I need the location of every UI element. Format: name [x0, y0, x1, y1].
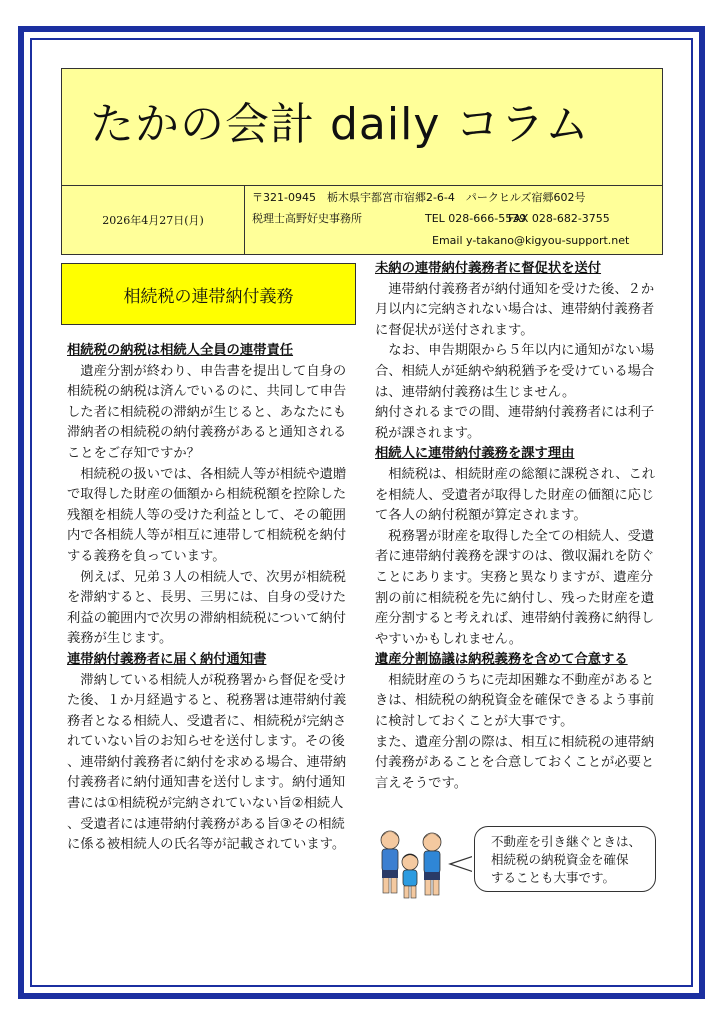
- paragraph: 遺産分割が終わり、申告書を提出して自身の相続税の納税は済んでいるのに、共同して申告した者に相続税の滞納が生じると、あなたにも滞納者の相続税の納付義務があると通知されることをご存知ですか？: [67, 363, 347, 461]
- topic-box: [61, 263, 356, 325]
- family-illustration-icon: [372, 826, 472, 906]
- section-heading: 相続税の納税は相続人全員の連帯責任: [67, 343, 294, 358]
- bubble-line: 相続税の納税資金を確保: [491, 852, 629, 867]
- page-title: たかの会計 daily コラム: [90, 99, 590, 150]
- right-column: [375, 259, 663, 794]
- paragraph: 滞納している相続人が税務署から督促を受けた後、１か月経過すると、税務署は連帯納付義務者となる相続人、受遺者に、相続税が完納されていない旨のお知らせを送付します。その後、連帯納付義務者に納付を求める場合、連帯納付義務者に納付通知書を送付します。納付通知書には①相続税が完納されていない旨②相続人、受遺者には連帯納付義務がある旨③その相続に係る被相続人の氏名等が記載されています。: [67, 672, 347, 853]
- paragraph: なお、申告期限から５年以内に通知がない場合、相続人が延納や納税猶予を受けている場合は、連帯納付義務は生じません。: [375, 343, 655, 400]
- section-heading: 遺産分割協議は納税義務を含めて合意する: [375, 652, 628, 668]
- paragraph: 納付されるまでの間、連帯納付義務者には利子税が課されます。: [375, 405, 655, 441]
- office-address: 〒321-0945 栃木県宇都宮市宿郷2-6-4 パークヒルズ宿郷602号: [252, 191, 586, 204]
- paragraph: 相続税の扱いでは、各相続人等が相続や遺贈で取得した財産の価額から相続税額を控除した残額を相続人等の受けた利益として、その範囲内で各相続人等が相互に連帯して相続税を納付する義務を負っています。: [67, 466, 347, 564]
- office-tel: TEL 028-666-5539: [425, 212, 527, 225]
- paragraph: 例えば、兄弟３人の相続人で、次男が相続税を滞納すると、長男、三男には、自身の受けた利益の範囲内で次男の滞納相続税について納付義務が生じます。: [67, 569, 347, 647]
- office-name: 税理士高野好史事務所: [252, 212, 362, 225]
- bubble-line: 不動産を引き継ぐときは、: [491, 834, 642, 849]
- info-divider: [244, 186, 245, 254]
- office-fax: FAX 028-682-3755: [508, 212, 610, 225]
- paragraph: 連帯納付義務者が納付通知を受けた後、２か月以内に完納されない場合は、連帯納付義務者に督促状が送付されます。: [375, 281, 655, 338]
- section-heading: 未納の連帯納付義務者に督促状を送付: [375, 261, 602, 276]
- info-bar: [61, 185, 663, 255]
- header-box: [61, 68, 663, 186]
- bubble-line: することも大事です。: [491, 870, 616, 885]
- paragraph: 相続財産のうちに売却困難な不動産があるときは、相続税の納税資金を確保できるよう事前に検討しておくことが大事です。: [375, 672, 655, 730]
- paragraph: 税務署が財産を取得した全ての相続人、受遺者に連帯納付義務を課すのは、徴収漏れを防ぐことにあります。実務と異なりますが、遺産分割の前に相続税を先に納付し、残った財産を遺産分割すると考えれば、連帯納付義務に納得しやすいかもしれません。: [375, 528, 655, 647]
- paragraph: また、遺産分割の際は、相互に相続税の連帯納付義務があることを合意しておくことが必要と言えそうです。: [375, 734, 655, 791]
- speech-bubble: [474, 826, 656, 892]
- paragraph: 相続税は、相続財産の総額に課税され、これを相続人、受遺者が取得した財産の価額に応じて各人の納付税額が算定されます。: [375, 466, 656, 524]
- left-column: [67, 341, 350, 856]
- section-heading: 連帯納付義務者に届く納付通知書: [67, 651, 267, 667]
- topic-title: 相続税の連帯納付義務: [123, 286, 294, 307]
- issue-date: 2026年4月27日(月): [102, 214, 204, 227]
- office-email: Email y-takano@kigyou-support.net: [432, 234, 630, 247]
- section-heading: 相続人に連帯納付義務を課す理由: [375, 446, 575, 462]
